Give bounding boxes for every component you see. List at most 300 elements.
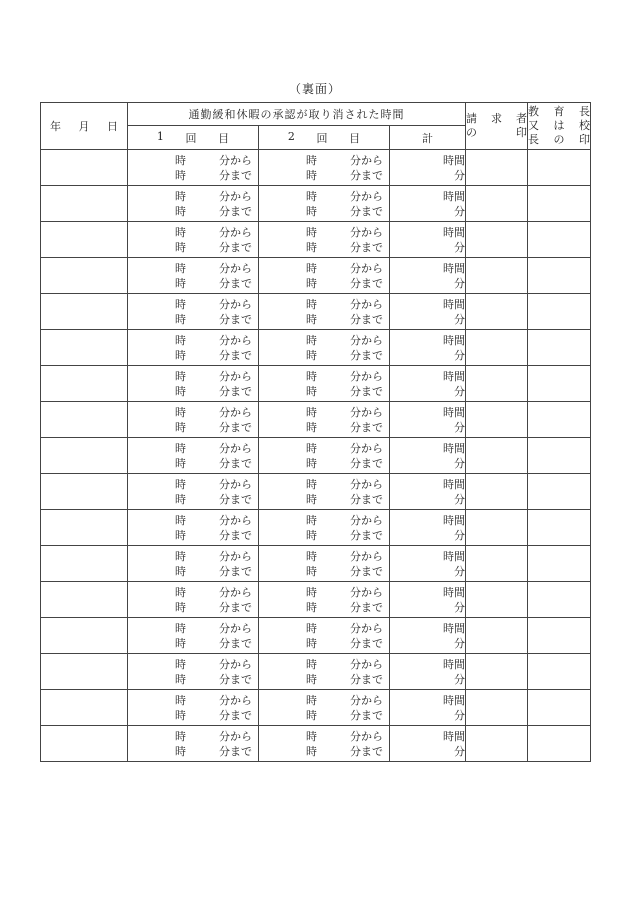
hour-label: 時	[306, 621, 317, 635]
first-time-cell[interactable]	[128, 222, 259, 258]
hour-label: 時	[306, 312, 317, 326]
minutes-label: 分	[454, 600, 466, 614]
hour-label: 時	[306, 348, 317, 362]
leave-cancellation-table	[40, 102, 591, 762]
hour-label: 時	[306, 585, 317, 599]
requester-seal-cell[interactable]	[466, 330, 528, 366]
hour-label: 時	[306, 420, 317, 434]
from-label: 分から	[350, 225, 383, 239]
principal-char: 育	[553, 105, 565, 118]
hour-label: 時	[306, 441, 317, 455]
until-label: 分まで	[219, 168, 252, 182]
date-cell[interactable]	[41, 150, 128, 186]
until-label: 分まで	[219, 636, 252, 650]
until-label: 分まで	[219, 456, 252, 470]
from-label: 分から	[350, 261, 383, 275]
from-label: 分から	[350, 513, 383, 527]
first-time-cell[interactable]	[128, 618, 259, 654]
from-label: 分から	[219, 657, 252, 671]
principal-seal-cell[interactable]	[528, 618, 591, 654]
hour-label: 時	[306, 492, 317, 506]
requester-seal-cell[interactable]	[466, 186, 528, 222]
until-label: 分まで	[350, 240, 383, 254]
first-me: 目	[218, 131, 230, 145]
hour-label: 時	[306, 729, 317, 743]
hour-label: 時	[306, 297, 317, 311]
second-time-cell[interactable]	[259, 582, 390, 618]
first-time-cell[interactable]	[128, 186, 259, 222]
total-cell[interactable]	[390, 690, 466, 726]
hour-label: 時	[306, 549, 317, 563]
from-label: 分から	[219, 153, 252, 167]
table-row	[41, 222, 591, 258]
second-time-cell[interactable]	[259, 546, 390, 582]
hour-label: 時	[306, 369, 317, 383]
first-time-cell[interactable]	[128, 690, 259, 726]
table-row	[41, 654, 591, 690]
second-time-cell[interactable]	[259, 726, 390, 762]
first-time-cell[interactable]	[128, 330, 259, 366]
requester-seal-cell[interactable]	[466, 618, 528, 654]
total-cell[interactable]	[390, 150, 466, 186]
hours-label: 時間	[443, 585, 466, 599]
table-row	[41, 726, 591, 762]
principal-seal-cell[interactable]	[528, 690, 591, 726]
first-time-cell[interactable]	[128, 402, 259, 438]
day-label: 日	[107, 120, 118, 133]
requester-seal-cell[interactable]	[466, 402, 528, 438]
principal-seal-cell[interactable]	[528, 582, 591, 618]
month-label: 月	[78, 120, 90, 133]
hour-label: 時	[175, 369, 186, 383]
hour-label: 時	[175, 657, 186, 671]
from-label: 分から	[350, 729, 383, 743]
hour-label: 時	[175, 405, 186, 419]
first-kai: 回	[185, 131, 197, 145]
hour-label: 時	[175, 189, 186, 203]
first-time-cell[interactable]	[128, 654, 259, 690]
from-label: 分から	[350, 657, 383, 671]
from-label: 分から	[219, 297, 252, 311]
total-cell[interactable]	[390, 474, 466, 510]
date-cell[interactable]	[41, 690, 128, 726]
until-label: 分まで	[350, 672, 383, 686]
hours-label: 時間	[443, 729, 466, 743]
hour-label: 時	[175, 276, 186, 290]
from-label: 分から	[219, 513, 252, 527]
minutes-label: 分	[454, 672, 466, 686]
hour-label: 時	[306, 456, 317, 470]
first-time-cell[interactable]	[128, 150, 259, 186]
date-cell[interactable]	[41, 402, 128, 438]
date-cell[interactable]	[41, 222, 128, 258]
hour-label: 時	[175, 600, 186, 614]
second-kai: 回	[316, 131, 328, 145]
from-label: 分から	[219, 225, 252, 239]
hour-label: 時	[306, 672, 317, 686]
date-cell[interactable]	[41, 618, 128, 654]
principal-char: は	[553, 119, 565, 132]
hour-label: 時	[175, 441, 186, 455]
principal-char: 校	[579, 119, 591, 132]
table-row	[41, 510, 591, 546]
until-label: 分まで	[350, 456, 383, 470]
hours-label: 時間	[443, 153, 466, 167]
principal-char: 教	[528, 105, 540, 118]
total-cell[interactable]	[390, 366, 466, 402]
from-label: 分から	[350, 441, 383, 455]
requester-seal-cell[interactable]	[466, 726, 528, 762]
second-number: 2	[287, 129, 295, 143]
first-time-cell[interactable]	[128, 582, 259, 618]
date-cell[interactable]	[41, 726, 128, 762]
hour-label: 時	[175, 312, 186, 326]
total-cell[interactable]	[390, 294, 466, 330]
requester-seal-cell[interactable]	[466, 150, 528, 186]
total-cell[interactable]	[390, 582, 466, 618]
principal-seal-cell[interactable]	[528, 402, 591, 438]
second-time-cell[interactable]	[259, 618, 390, 654]
minutes-label: 分	[454, 168, 466, 182]
table-row	[41, 618, 591, 654]
second-time-cell[interactable]	[259, 654, 390, 690]
from-label: 分から	[219, 585, 252, 599]
hour-label: 時	[175, 261, 186, 275]
hour-label: 時	[175, 333, 186, 347]
requester-seal-cell[interactable]	[466, 690, 528, 726]
from-label: 分から	[350, 369, 383, 383]
hours-label: 時間	[443, 657, 466, 671]
date-cell[interactable]	[41, 186, 128, 222]
total-header: 計	[390, 126, 466, 150]
until-label: 分まで	[219, 744, 252, 758]
until-label: 分まで	[219, 312, 252, 326]
second-time-cell[interactable]	[259, 402, 390, 438]
hour-label: 時	[306, 528, 317, 542]
principal-seal-cell[interactable]	[528, 294, 591, 330]
hours-label: 時間	[443, 441, 466, 455]
hour-label: 時	[175, 348, 186, 362]
second-time-cell[interactable]	[259, 366, 390, 402]
requester-char: 求	[491, 112, 503, 125]
minutes-label: 分	[454, 312, 466, 326]
total-cell[interactable]	[390, 654, 466, 690]
minutes-label: 分	[454, 204, 466, 218]
minutes-label: 分	[454, 240, 466, 254]
hours-label: 時間	[443, 225, 466, 239]
table-row	[41, 582, 591, 618]
minutes-label: 分	[454, 276, 466, 290]
hour-label: 時	[175, 513, 186, 527]
second-time-cell[interactable]	[259, 186, 390, 222]
from-label: 分から	[219, 693, 252, 707]
date-cell[interactable]	[41, 546, 128, 582]
principal-seal-cell[interactable]	[528, 726, 591, 762]
from-label: 分から	[350, 621, 383, 635]
hours-label: 時間	[443, 621, 466, 635]
requester-seal-cell[interactable]	[466, 510, 528, 546]
hour-label: 時	[175, 384, 186, 398]
table-row	[41, 402, 591, 438]
second-time-cell[interactable]	[259, 474, 390, 510]
table-row	[41, 366, 591, 402]
total-cell[interactable]	[390, 546, 466, 582]
hours-label: 時間	[443, 405, 466, 419]
from-label: 分から	[219, 477, 252, 491]
hour-label: 時	[175, 528, 186, 542]
total-cell[interactable]	[390, 510, 466, 546]
table-row	[41, 330, 591, 366]
hours-label: 時間	[443, 297, 466, 311]
hour-label: 時	[306, 153, 317, 167]
rows-body	[41, 150, 591, 762]
second-time-cell[interactable]	[259, 258, 390, 294]
principal-seal-cell[interactable]	[528, 438, 591, 474]
first-number: 1	[156, 129, 164, 143]
first-time-cell[interactable]	[128, 294, 259, 330]
hours-label: 時間	[443, 549, 466, 563]
principal-char: 又	[528, 119, 540, 132]
from-label: 分から	[350, 333, 383, 347]
requester-seal-header	[466, 103, 528, 150]
from-label: 分から	[219, 405, 252, 419]
hour-label: 時	[175, 585, 186, 599]
second-time-cell[interactable]	[259, 294, 390, 330]
cancelled-time-header: 通勤緩和休暇の承認が取り消された時間	[128, 103, 466, 126]
from-label: 分から	[219, 261, 252, 275]
hour-label: 時	[175, 549, 186, 563]
from-label: 分から	[219, 189, 252, 203]
hour-label: 時	[175, 744, 186, 758]
hour-label: 時	[175, 636, 186, 650]
from-label: 分から	[350, 477, 383, 491]
from-label: 分から	[350, 189, 383, 203]
from-label: 分から	[350, 297, 383, 311]
total-cell[interactable]	[390, 402, 466, 438]
hour-label: 時	[306, 657, 317, 671]
table-row	[41, 546, 591, 582]
minutes-label: 分	[454, 744, 466, 758]
first-time-cell[interactable]	[128, 438, 259, 474]
hour-label: 時	[306, 204, 317, 218]
total-cell[interactable]	[390, 726, 466, 762]
date-cell[interactable]	[41, 438, 128, 474]
date-cell[interactable]	[41, 510, 128, 546]
hour-label: 時	[306, 276, 317, 290]
first-time-cell[interactable]	[128, 474, 259, 510]
requester-seal-cell[interactable]	[466, 222, 528, 258]
until-label: 分まで	[350, 168, 383, 182]
hour-label: 時	[306, 744, 317, 758]
table-row	[41, 690, 591, 726]
hours-label: 時間	[443, 189, 466, 203]
minutes-label: 分	[454, 384, 466, 398]
second-time-cell[interactable]	[259, 690, 390, 726]
from-label: 分から	[219, 621, 252, 635]
until-label: 分まで	[350, 420, 383, 434]
hour-label: 時	[306, 261, 317, 275]
principal-seal-cell[interactable]	[528, 222, 591, 258]
hour-label: 時	[306, 564, 317, 578]
second-time-cell[interactable]	[259, 330, 390, 366]
first-time-cell[interactable]	[128, 366, 259, 402]
principal-char: 印	[579, 133, 591, 146]
hour-label: 時	[306, 693, 317, 707]
until-label: 分まで	[350, 204, 383, 218]
hours-label: 時間	[443, 513, 466, 527]
table-row	[41, 438, 591, 474]
requester-seal-cell[interactable]	[466, 258, 528, 294]
requester-seal-cell[interactable]	[466, 474, 528, 510]
until-label: 分まで	[219, 564, 252, 578]
total-cell[interactable]	[390, 438, 466, 474]
principal-seal-cell[interactable]	[528, 654, 591, 690]
date-cell[interactable]	[41, 366, 128, 402]
hour-label: 時	[306, 600, 317, 614]
date-cell[interactable]	[41, 294, 128, 330]
hour-label: 時	[306, 708, 317, 722]
page-title: （裏面）	[288, 82, 341, 96]
first-time-cell[interactable]	[128, 726, 259, 762]
from-label: 分から	[350, 153, 383, 167]
from-label: 分から	[219, 369, 252, 383]
total-cell[interactable]	[390, 258, 466, 294]
hour-label: 時	[175, 492, 186, 506]
first-time-cell[interactable]	[128, 510, 259, 546]
requester-char: 請	[466, 112, 478, 125]
until-label: 分まで	[219, 420, 252, 434]
second-time-cell[interactable]	[259, 222, 390, 258]
principal-seal-cell[interactable]	[528, 474, 591, 510]
second-time-cell[interactable]	[259, 150, 390, 186]
until-label: 分まで	[350, 564, 383, 578]
first-time-cell[interactable]	[128, 258, 259, 294]
requester-seal-cell[interactable]	[466, 582, 528, 618]
second-time-header	[259, 126, 390, 150]
minutes-label: 分	[454, 528, 466, 542]
date-header	[41, 103, 128, 150]
requester-seal-cell[interactable]	[466, 366, 528, 402]
total-cell[interactable]	[390, 618, 466, 654]
date-cell[interactable]	[41, 654, 128, 690]
date-cell[interactable]	[41, 330, 128, 366]
hour-label: 時	[175, 168, 186, 182]
until-label: 分まで	[219, 672, 252, 686]
until-label: 分まで	[219, 384, 252, 398]
hour-label: 時	[175, 564, 186, 578]
from-label: 分から	[350, 585, 383, 599]
second-me: 目	[349, 131, 361, 145]
from-label: 分から	[350, 693, 383, 707]
principal-char: 長	[528, 133, 540, 146]
requester-seal-cell[interactable]	[466, 438, 528, 474]
second-time-cell[interactable]	[259, 438, 390, 474]
until-label: 分まで	[350, 348, 383, 362]
until-label: 分まで	[219, 204, 252, 218]
until-label: 分まで	[350, 708, 383, 722]
requester-seal-cell[interactable]	[466, 654, 528, 690]
until-label: 分まで	[350, 528, 383, 542]
hour-label: 時	[175, 420, 186, 434]
total-cell[interactable]	[390, 222, 466, 258]
second-time-cell[interactable]	[259, 510, 390, 546]
hours-label: 時間	[443, 369, 466, 383]
principal-char: の	[553, 133, 565, 146]
total-cell[interactable]	[390, 186, 466, 222]
first-time-cell[interactable]	[128, 546, 259, 582]
until-label: 分まで	[219, 276, 252, 290]
principal-seal-cell[interactable]	[528, 186, 591, 222]
requester-seal-cell[interactable]	[466, 294, 528, 330]
hour-label: 時	[175, 204, 186, 218]
hour-label: 時	[306, 384, 317, 398]
until-label: 分まで	[350, 636, 383, 650]
minutes-label: 分	[454, 420, 466, 434]
until-label: 分まで	[219, 600, 252, 614]
until-label: 分まで	[350, 600, 383, 614]
until-label: 分まで	[350, 312, 383, 326]
principal-seal-cell[interactable]	[528, 330, 591, 366]
date-cell[interactable]	[41, 474, 128, 510]
until-label: 分まで	[219, 528, 252, 542]
date-cell[interactable]	[41, 258, 128, 294]
principal-seal-cell[interactable]	[528, 366, 591, 402]
minutes-label: 分	[454, 456, 466, 470]
from-label: 分から	[350, 549, 383, 563]
table-row	[41, 150, 591, 186]
minutes-label: 分	[454, 564, 466, 578]
total-cell[interactable]	[390, 330, 466, 366]
from-label: 分から	[219, 729, 252, 743]
hour-label: 時	[175, 708, 186, 722]
until-label: 分まで	[350, 744, 383, 758]
hour-label: 時	[175, 693, 186, 707]
hour-label: 時	[175, 729, 186, 743]
until-label: 分まで	[350, 384, 383, 398]
until-label: 分まで	[350, 276, 383, 290]
hour-label: 時	[175, 621, 186, 635]
table-row	[41, 474, 591, 510]
principal-seal-cell[interactable]	[528, 150, 591, 186]
from-label: 分から	[219, 333, 252, 347]
until-label: 分まで	[219, 492, 252, 506]
from-label: 分から	[219, 441, 252, 455]
minutes-label: 分	[454, 636, 466, 650]
hour-label: 時	[306, 240, 317, 254]
principal-char: 長	[579, 105, 591, 118]
hour-label: 時	[306, 405, 317, 419]
until-label: 分まで	[219, 240, 252, 254]
date-cell[interactable]	[41, 582, 128, 618]
table-row	[41, 294, 591, 330]
hour-label: 時	[175, 297, 186, 311]
principal-seal-cell[interactable]	[528, 258, 591, 294]
hour-label: 時	[306, 168, 317, 182]
year-label: 年	[50, 120, 61, 133]
hour-label: 時	[175, 240, 186, 254]
hour-label: 時	[175, 477, 186, 491]
table-row	[41, 186, 591, 222]
principal-seal-header	[528, 103, 591, 150]
requester-seal-cell[interactable]	[466, 546, 528, 582]
hour-label: 時	[306, 513, 317, 527]
requester-char: の	[466, 126, 478, 139]
principal-seal-cell[interactable]	[528, 510, 591, 546]
hour-label: 時	[175, 456, 186, 470]
hour-label: 時	[306, 333, 317, 347]
from-label: 分から	[350, 405, 383, 419]
principal-seal-cell[interactable]	[528, 546, 591, 582]
